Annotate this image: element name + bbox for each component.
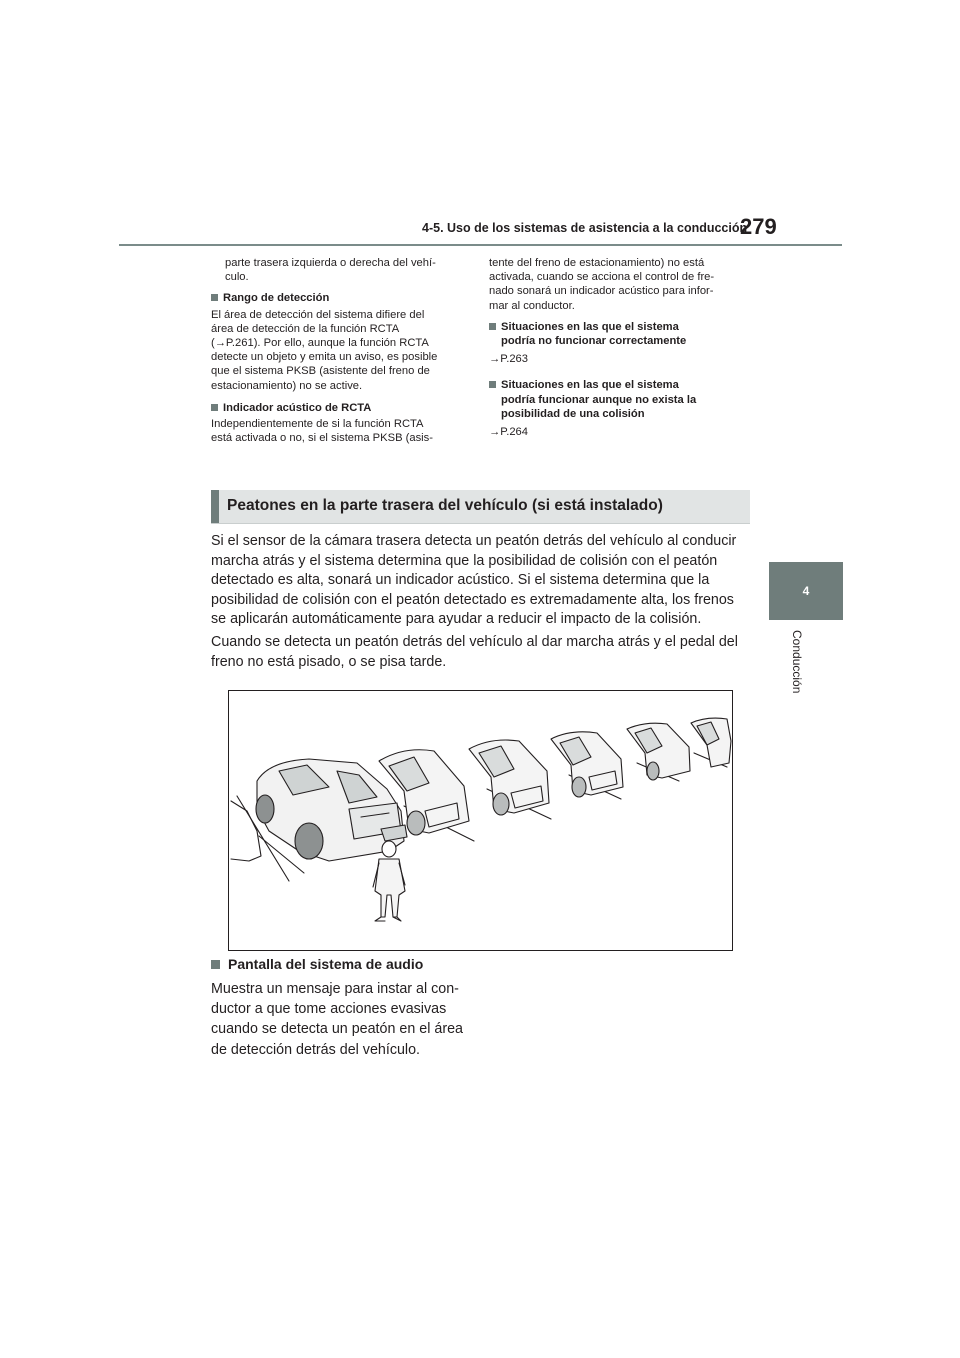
chapter-side-label: Conducción: [790, 630, 804, 694]
section-heading-rcta-buzzer: [211, 401, 467, 415]
page-reference-link[interactable]: →P.264: [489, 426, 528, 439]
heading-text: Indicador acústico de RCTA: [223, 401, 372, 414]
heading-text: Situaciones en las que el sistema podría funcionar aunque no exista la posibilidad de una colisión: [501, 379, 697, 420]
section-heading-malfunction: [489, 320, 745, 348]
parking-scene-drawing: [229, 691, 732, 950]
detection-range-text: El área de detección del sistema difiere del área de detección de la función RCTA (→P.261). Por ello, aunque la función RCTA detecte un objeto y emita un aviso, es posible que el sistema PKSB (asistente del freno de estacionamiento) no se active.: [211, 308, 438, 392]
header-divider: [119, 244, 842, 246]
chapter-number: 4: [802, 584, 810, 598]
left-column: [211, 256, 467, 453]
section-heading-detection-range: [211, 291, 467, 305]
parked-car-2: [469, 740, 549, 815]
heading-text: Pantalla del sistema de audio: [228, 956, 424, 972]
parking-lot-illustration: [228, 690, 733, 951]
square-bullet-icon: [211, 404, 218, 411]
subsection-heading-audio-display: [211, 956, 423, 972]
right-column: [489, 256, 745, 451]
square-bullet-icon: [489, 381, 496, 388]
square-bullet-icon: [489, 323, 496, 330]
parked-car-5: [691, 718, 731, 767]
section-paragraph-1: Si el sensor de la cámara trasera detecta un peatón detrás del vehículo al conducir marcha atrás y el sistema determina que la posibilidad de colisión con el peatón detectado es alta, sonará un indicador acústico. Si el sistema determina que la posibilidad de colisión con el peatón detectado es extremadamente alta, los frenos se aplicarán automáticamente para ayudar a reducir el impacto de la colisión.: [211, 533, 737, 628]
audio-display-text: Muestra un mensaje para instar al con- ductor a que tome acciones evasivas cuando se detecta un peatón en el área de detección detrás del vehículo.: [211, 981, 463, 1058]
section-title-bar: [211, 490, 750, 524]
section-title: Peatones en la parte trasera del vehículo (si está instalado): [227, 497, 663, 514]
page-reference-link[interactable]: →P.263: [489, 353, 528, 366]
parked-car-3: [551, 732, 623, 797]
heading-text: Situaciones en las que el sistema podría no funcionar correctamente: [501, 320, 687, 348]
chapter-header-title: 4-5. Uso de los sistemas de asistencia a la conducción: [422, 221, 748, 235]
chapter-side-tab: [769, 562, 843, 620]
section-heading-false-activation: [489, 378, 745, 421]
left-continuation-text: parte trasera izquierda o derecha del vehí- culo.: [225, 257, 436, 284]
rcta-buzzer-text: Independientemente de si la función RCTA está activada o no, si el sistema PKSB (asis-: [211, 418, 433, 445]
section-paragraph-2: Cuando se detecta un peatón detrás del vehículo al dar marcha atrás y el pedal del freno no está pisado, o se pisa tarde.: [211, 634, 738, 670]
square-bullet-icon: [211, 960, 220, 969]
page-number: 279: [740, 214, 777, 239]
square-bullet-icon: [211, 294, 218, 301]
heading-text: Rango de detección: [223, 292, 330, 305]
right-continuation-text: tente del freno de estacionamiento) no está activada, cuando se acciona el control de fre- nado sonará un indicador acústico para infor- mar al conductor.: [489, 257, 715, 312]
parked-car-4: [627, 723, 690, 780]
section-accent-stripe: [211, 490, 219, 523]
